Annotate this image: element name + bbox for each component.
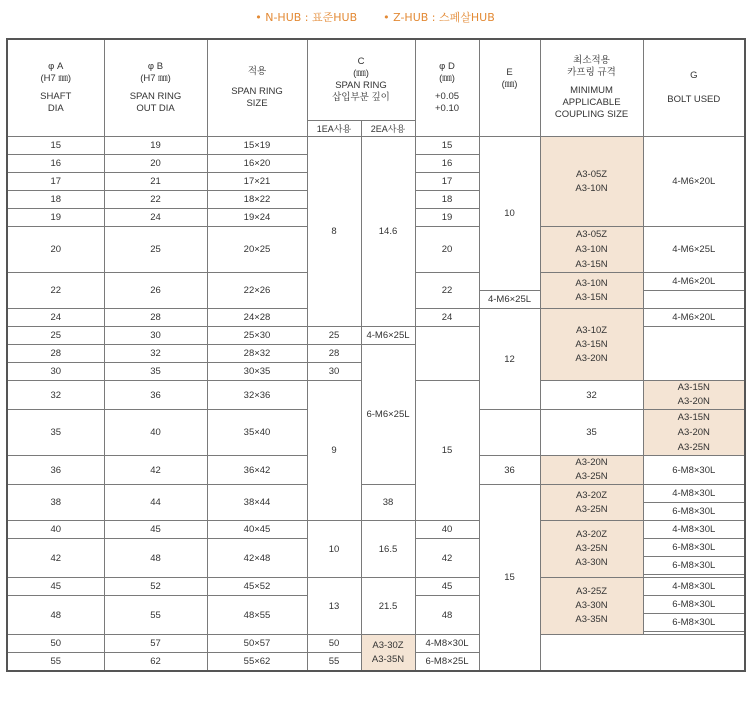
header-b [104,39,207,137]
c-2ea-group-1: 14.6 [361,137,415,327]
table-cell: 28×32 [207,345,307,363]
cell-line: A3-10N [575,182,608,194]
bolt-cell: 6-M8×30L [643,596,745,614]
table-cell: 24 [415,309,479,327]
table-cell: 16×20 [207,155,307,173]
cell-line: (㎜) [353,68,369,79]
table-cell: 55×62 [207,653,307,672]
table-cell: 28 [7,345,104,363]
hub-legend [0,9,750,25]
cell-line: A3-10Z [575,324,608,336]
table-cell: 16 [415,155,479,173]
bolt-cell: 6-M8×30L [643,503,745,521]
table-cell: 42 [415,539,479,578]
table-cell: 17 [415,173,479,191]
coupling-group-8 [540,485,643,521]
table-cell: 22 [415,273,479,309]
e-group-1: 10 [479,137,540,291]
cell-line: A3-15N [575,291,608,303]
cell-line: A3-25N [575,543,608,554]
cell-line: G [690,70,698,81]
table-cell: 30×35 [207,363,307,381]
table-cell: 42 [7,539,104,578]
coupling-group-1 [540,137,643,227]
table-cell: 19×24 [207,209,307,227]
header-d [415,39,479,137]
table-cell: 19 [415,209,479,227]
cell-line: OUT DIA [136,103,175,114]
bolt-cell: 4-M6×25L [479,291,540,309]
table-cell: 30 [7,363,104,381]
table-cell: 48 [415,596,479,635]
table-cell: 36 [479,456,540,485]
table-cell: 42×48 [207,539,307,578]
table-cell: 24×28 [207,309,307,327]
table-cell: 19 [7,209,104,227]
cell-line: A3-20Z [575,489,608,501]
header-c-1ea: 1EA사용 [307,121,361,137]
coupling-group-2 [540,227,643,273]
table-cell: 35 [7,410,104,456]
cell-line: A3-30N [575,600,608,611]
cell-line: A3-20N [575,352,608,364]
table-row [7,521,745,539]
cell-line: A3-20N [575,457,608,468]
c-1ea-group-1: 8 [307,137,361,327]
table-cell: 32×36 [207,381,307,410]
table-cell: 55 [7,653,104,672]
table-cell: 48×55 [207,596,307,635]
table-cell: 40 [104,410,207,456]
table-cell: 57 [104,635,207,653]
bolt-cell: 6-M8×25L [415,653,479,672]
table-cell: 30 [104,327,207,345]
table-cell: 18×22 [207,191,307,209]
legend-n-hub: • N-HUB : 표준HUB [255,11,358,24]
coupling-group-9 [540,521,643,578]
table-cell: 44 [104,485,207,521]
cell-line: A3-25N [575,471,608,482]
table-row [7,137,745,155]
table-cell: 28 [307,345,361,363]
table-row [7,635,745,653]
cell-line: 카프링 규격 [567,67,616,78]
table-cell: 19 [104,137,207,155]
table-row [7,485,745,503]
table-cell: 38 [7,485,104,521]
cell-line: MINIMUM [570,85,613,96]
table-cell: 45×52 [207,578,307,596]
coupling-group-6 [643,410,745,456]
c-1ea-group-4: 13 [307,578,361,635]
cell-line: +0.05 [434,91,460,102]
table-cell: 30 [307,363,361,381]
cell-line: A3-20N [677,396,710,407]
table-cell: 20 [415,227,479,273]
table-cell: 15×19 [207,137,307,155]
header-g [643,39,745,137]
table-cell: 25 [7,327,104,345]
header-size [207,39,307,137]
coupling-group-5 [643,381,745,410]
table-cell: 36 [104,381,207,410]
header-c [307,39,415,121]
cell-line: (H7 ㎜) [40,73,72,84]
cell-line: A3-05Z [575,229,608,240]
c-1ea-group-2: 9 [307,381,361,521]
cell-line: A3-20N [677,427,710,438]
table-cell: 20×25 [207,227,307,273]
header-row [7,39,745,121]
bolt-cell: 4-M6×20L [643,137,745,227]
cell-line: E [506,67,513,78]
cell-line: (㎜) [439,73,455,84]
table-cell: 25 [104,227,207,273]
table-cell: 20 [7,227,104,273]
header-e [479,39,540,137]
cell-line: COUPLING SIZE [554,109,629,120]
coupling-group-7 [540,456,643,485]
bolt-cell: 4-M6×25L [643,227,745,273]
bolt-cell: 4-M6×20L [643,309,745,327]
cell-line: A3-15N [677,382,710,393]
table-cell: 50 [307,635,361,653]
coupling-group-10 [540,578,643,635]
table-cell: 26 [104,273,207,309]
bolt-cell: 4-M8×30L [643,521,745,539]
cell-line: A3-15N [677,412,710,423]
table-cell: 35 [104,363,207,381]
table-cell: 48 [104,539,207,578]
table-cell: 45 [7,578,104,596]
bolt-cell: 6-M8×30L [643,614,745,632]
table-cell: 40×45 [207,521,307,539]
cell-line: +0.10 [434,103,460,114]
coupling-group-4 [540,309,643,381]
table-cell: 25×30 [207,327,307,345]
cell-line: A3-20Z [575,529,608,540]
cell-line: φ B [147,61,164,72]
table-cell: 45 [415,578,479,596]
table-cell: 24 [7,309,104,327]
table-cell: 32 [540,381,643,410]
table-cell: 16 [7,155,104,173]
span-ring-spec-table [6,38,746,672]
table-cell: 35 [540,410,643,456]
coupling-group-11 [361,635,415,672]
cell-line: 최소적용 [573,55,610,66]
table-cell: 32 [7,381,104,410]
cell-line: 적용 [247,66,267,77]
table-cell: 36×42 [207,456,307,485]
table-cell: 15 [7,137,104,155]
header-c-2ea: 2EA사용 [361,121,415,137]
cell-line: C [357,56,365,67]
cell-line: SIZE [246,98,268,109]
cell-line: BOLT USED [667,94,721,105]
header-a [7,39,104,137]
cell-line: 삽입부분 깊이 [332,92,390,103]
table-cell [643,632,745,635]
table-cell: 45 [104,521,207,539]
bolt-cell: 4-M8×30L [643,578,745,596]
table-cell: 40 [415,521,479,539]
cell-line: A3-25Z [575,586,608,597]
cell-line: φ A [48,61,64,72]
table-cell: 25 [307,327,361,345]
cell-line: A3-15N [575,259,608,270]
cell-line: A3-35N [575,614,608,625]
cell-line: (㎜) [501,79,518,90]
table-cell: 50 [7,635,104,653]
header-coupling [540,39,643,137]
table-cell: 35×40 [207,410,307,456]
cell-line: A3-35N [371,653,405,665]
legend-z-hub: • Z-HUB : 스페살HUB [383,11,495,24]
cell-line: A3-10N [575,244,608,255]
table-cell: 28 [104,309,207,327]
bolt-cell: 4-M8×30L [643,485,745,503]
e-group-3: 15 [479,485,540,672]
cell-line: A3-25N [575,503,608,515]
table-cell: 22 [7,273,104,309]
bolt-cell: 6-M8×30L [643,456,745,485]
table-cell: 52 [104,578,207,596]
bolt-cell: 4-M6×25L [361,327,415,345]
table-cell: 17 [7,173,104,191]
c-2ea-group-2: 15 [415,381,479,521]
cell-line: DIA [47,103,64,114]
table-cell: 48 [7,596,104,635]
table-row [7,578,745,596]
table-cell: 17×21 [207,173,307,191]
bolt-cell: 4-M8×30L [415,635,479,653]
table-cell: 38 [361,485,415,521]
table-cell: 18 [7,191,104,209]
c-1ea-group-3: 10 [307,521,361,578]
cell-line: A3-10N [575,277,608,289]
cell-line: (H7 ㎜) [140,73,171,84]
cell-line: A3-30N [575,557,608,568]
table-cell: 18 [415,191,479,209]
table-cell: 22×26 [207,273,307,309]
table-cell: 32 [104,345,207,363]
cell-line: A3-15N [575,338,608,350]
cell-line: SPAN RING [231,86,283,97]
cell-line: A3-25N [677,442,710,453]
table-cell: 24 [104,209,207,227]
cell-line: APPLICABLE [562,97,621,108]
bolt-cell: 6-M8×30L [643,557,745,575]
table-cell: 38×44 [207,485,307,521]
cell-line: φ D [439,61,455,72]
bolt-cell: 6-M6×25L [361,345,415,485]
c-2ea-group-4: 21.5 [361,578,415,635]
cell-line: A3-30Z [372,639,404,651]
table-cell: 42 [104,456,207,485]
table-cell: 40 [7,521,104,539]
table-cell: 36 [7,456,104,485]
table-cell: 62 [104,653,207,672]
bolt-cell: 6-M8×30L [643,539,745,557]
cell-line: SHAFT [40,91,72,102]
table-cell: 22 [104,191,207,209]
table-cell: 21 [104,173,207,191]
table-cell: 55 [307,653,361,672]
table-cell: 55 [104,596,207,635]
cell-line: SPAN RING [129,91,182,102]
c-2ea-group-3: 16.5 [361,521,415,578]
e-group-2: 12 [479,309,540,410]
table-cell: 20 [104,155,207,173]
coupling-group-3 [540,273,643,309]
bolt-cell: 4-M6×20L [643,273,745,291]
cell-line: A3-05Z [575,168,608,180]
table-cell: 15 [415,137,479,155]
table-cell: 50×57 [207,635,307,653]
cell-line: SPAN RING [335,80,387,91]
